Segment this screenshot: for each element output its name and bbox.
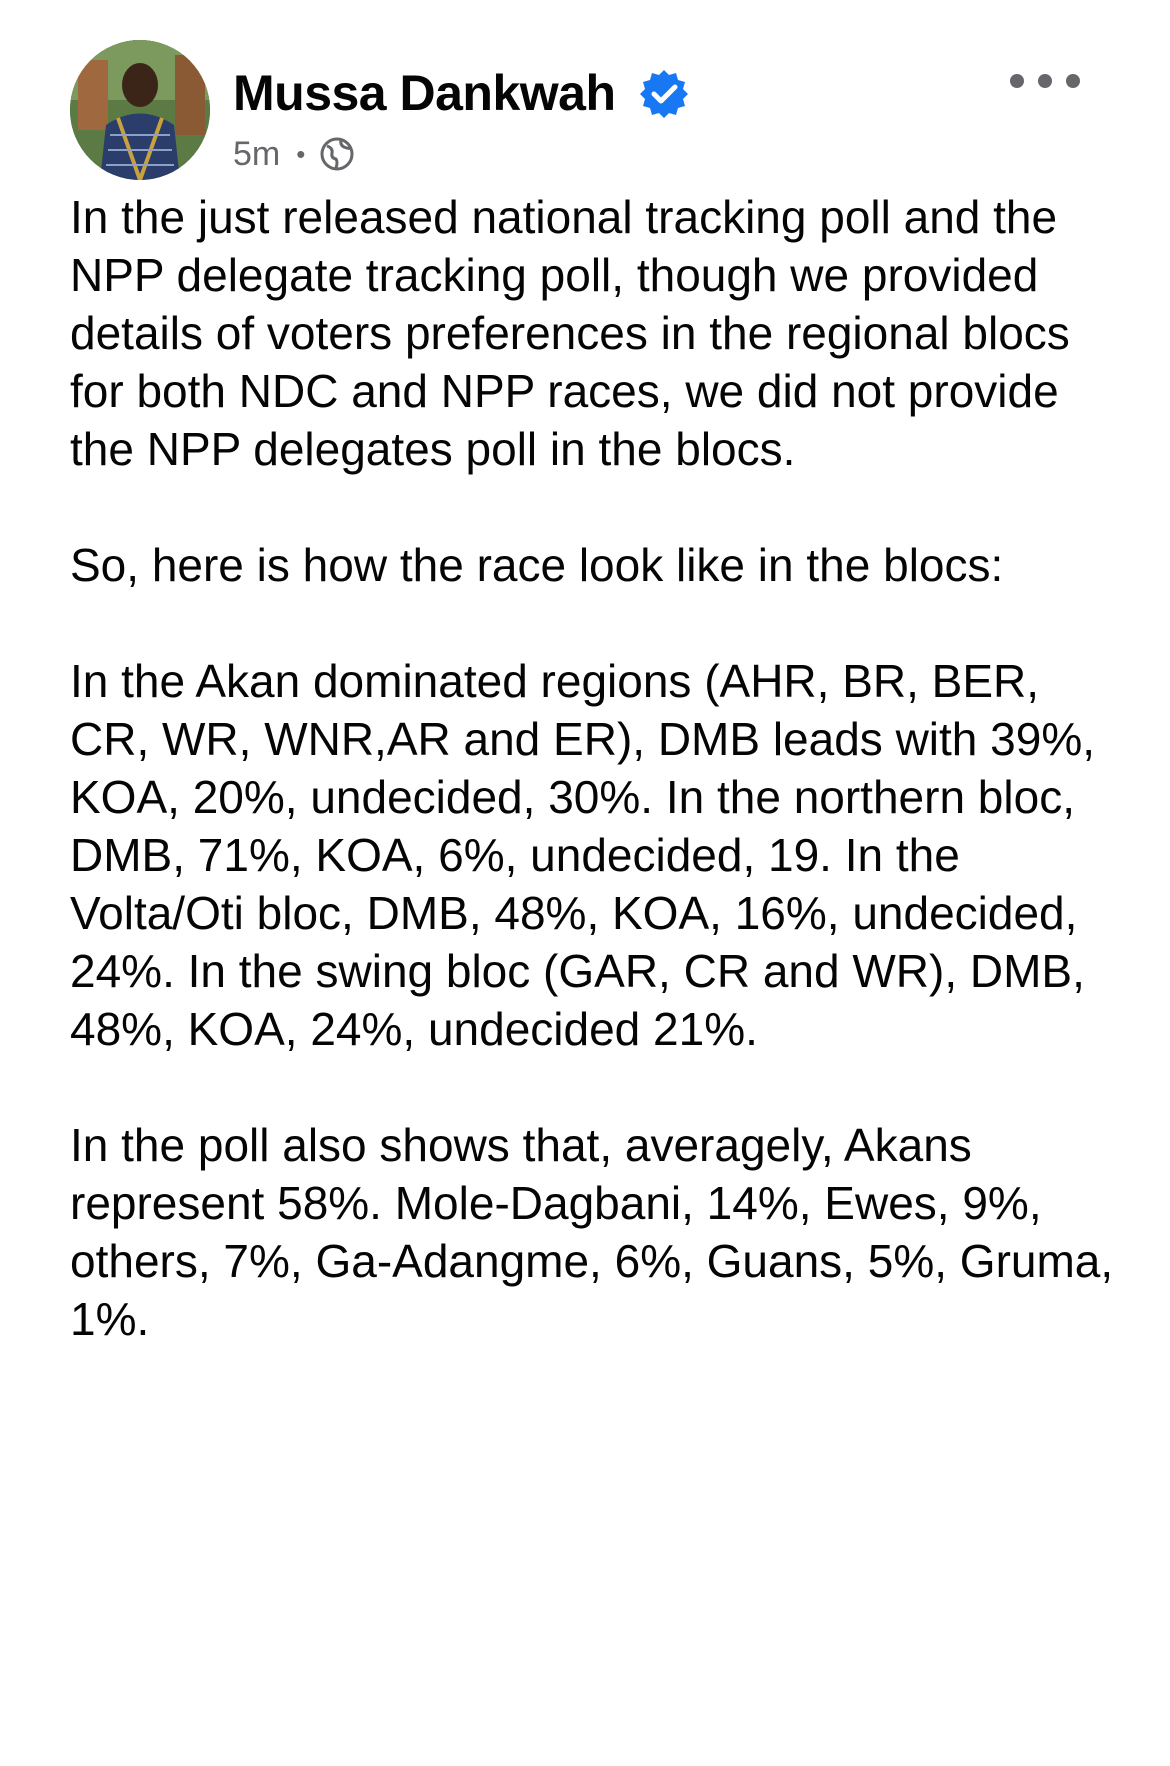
more-options-icon (1038, 74, 1052, 88)
post-header (70, 40, 1100, 190)
post-paragraph: In the Akan dominated regions (AHR, BR, BER, CR, WR, WNR,AR and ER), DMB leads with 39%, KOA, 20%, undecided, 30%. In the northern bloc, DMB, 71%, KOA, 6%, undecided, 19. In the Volta/Oti bloc, DMB, 48%, KOA, 16%, undecided, 24%. In the swing bloc (GAR, CR and WR), DMB, 48%, KOA, 24%, undecided 21%. (70, 655, 1096, 1055)
author-name[interactable]: Mussa Dankwah (233, 65, 616, 121)
post-timestamp[interactable]: 5m (233, 134, 281, 173)
post-paragraph: So, here is how the race look like in the blocs: (70, 539, 1004, 591)
verified-badge-icon (638, 68, 690, 120)
more-options-icon (1010, 74, 1024, 88)
more-options-button[interactable] (1010, 66, 1080, 96)
post-paragraph: In the just released national tracking poll and the NPP delegate tracking poll, though we provided details of voters preferences in the regional blocs for both NDC and NPP races, we did not provide the NPP delegates poll in the blocs. (70, 191, 1070, 475)
more-options-icon (1066, 74, 1080, 88)
meta-separator: • (296, 138, 306, 169)
post-body (70, 188, 1130, 1348)
author-avatar[interactable] (70, 40, 210, 180)
avatar-image (70, 40, 210, 180)
post-paragraph: In the poll also shows that, averagely, Akans represent 58%. Mole-Dagbani, 14%, Ewes, 9%, others, 7%, Ga-Adangme, 6%, Guans, 5%, Gruma, 1%. (70, 1119, 1114, 1345)
globe-icon[interactable] (319, 136, 355, 172)
post-meta (233, 132, 355, 176)
